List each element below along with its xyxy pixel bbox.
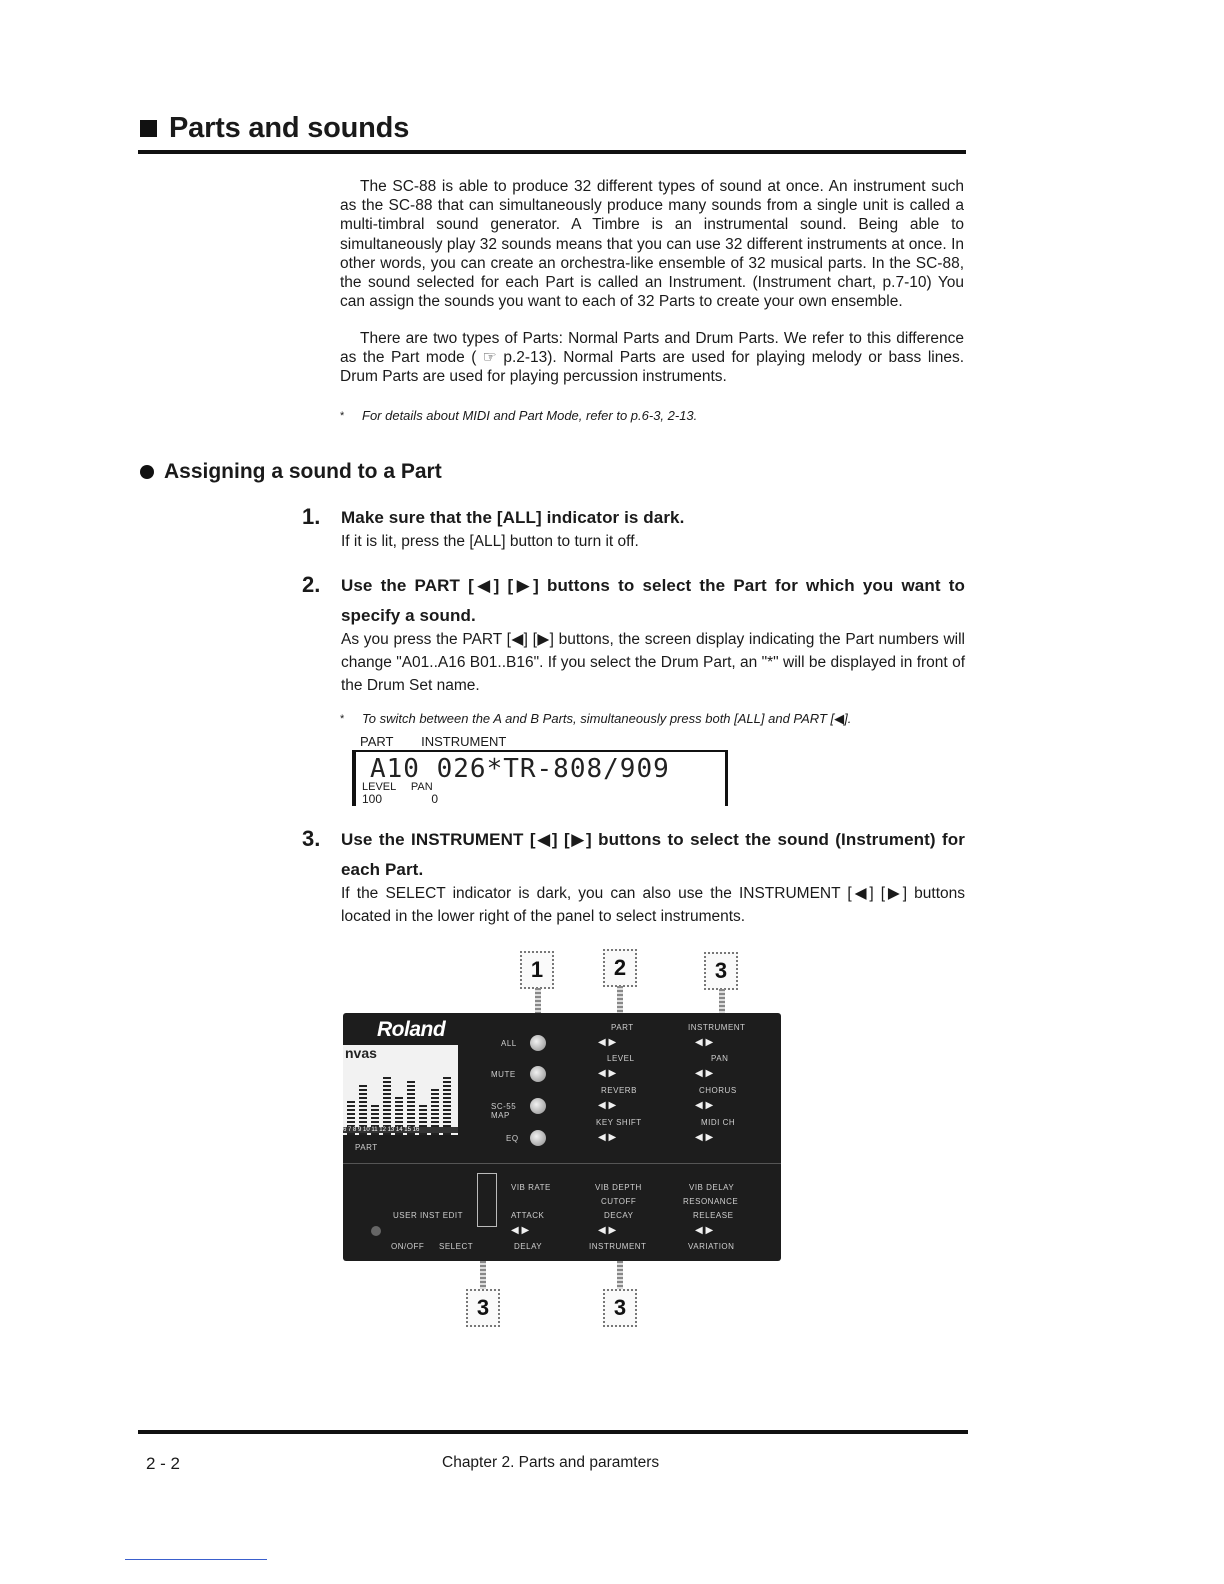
label-release: RELEASE (693, 1211, 734, 1220)
lcd-level-label: LEVEL (362, 781, 396, 793)
page-number: 2 - 2 (146, 1454, 181, 1473)
label-vib-delay: VIB DELAY (689, 1183, 735, 1192)
eq-label: EQ (506, 1134, 519, 1143)
callout-5-stem (617, 1261, 623, 1289)
intro-paragraph-1 (340, 177, 964, 311)
label-part: PART (611, 1023, 634, 1032)
step-2-heading: Use the PART [◀] [▶] buttons to select the Part for which you want to specify a sound. (341, 576, 965, 625)
subsection-title-text: Assigning a sound to a Part (164, 460, 442, 483)
label-reverb: REVERB (601, 1086, 637, 1095)
step-1-body: If it is lit, press the [ALL] button to turn it off. (341, 533, 639, 550)
decay-arrows[interactable]: ◀ ▶ (598, 1225, 617, 1236)
step-2-number: 2. (302, 572, 321, 597)
subsection-title (140, 460, 442, 484)
step-3-number: 3. (302, 826, 321, 851)
intro-note-text: For details about MIDI and Part Mode, refer to p.6-3, 2-13. (362, 408, 698, 423)
label-user-inst-edit: USER INST EDIT (393, 1211, 463, 1220)
mute-label: MUTE (491, 1070, 516, 1079)
lcd-sub-values (362, 793, 438, 805)
step-2-note-text: To switch between the A and B Parts, simultaneously press both [ALL] and PART [◀]. (362, 711, 852, 726)
chorus-arrows[interactable]: ◀ ▶ (695, 1100, 714, 1111)
label-decay: DECAY (604, 1211, 634, 1220)
level-meter (343, 1045, 458, 1135)
label-delay: DELAY (514, 1242, 543, 1251)
lcd-display (352, 750, 728, 806)
all-button[interactable] (530, 1035, 546, 1051)
step-3-body: If the SELECT indicator is dark, you can also use the INSTRUMENT [◀] [▶] buttons located in the lower right of the panel to select instruments. (341, 885, 965, 925)
label-instrument: INSTRUMENT (688, 1023, 746, 1032)
chapter-title: Chapter 2. Parts and paramters (442, 1454, 660, 1471)
label-level: LEVEL (607, 1054, 635, 1063)
footer-divider (138, 1430, 968, 1434)
label-cutoff: CUTOFF (601, 1197, 637, 1206)
label-pan: PAN (711, 1054, 729, 1063)
panel-part-label: PART (355, 1143, 378, 1152)
step-1-heading: Make sure that the [ALL] indicator is dark. (341, 508, 685, 527)
callout-3-bottom-right: 3 (603, 1289, 637, 1327)
asterisk-icon: * (340, 410, 345, 422)
select-indicator-box[interactable] (477, 1173, 497, 1227)
step-2-body: As you press the PART [◀] [▶] buttons, the screen display indicating the Part numbers will change "A01..A16 B01..B16". If you select the Drum Part, an "*" will be displayed in front of the Drum Set name. (341, 631, 965, 694)
release-arrows[interactable]: ◀ ▶ (695, 1225, 714, 1236)
instrument-arrows[interactable]: ◀ ▶ (695, 1037, 714, 1048)
label-chorus: CHORUS (699, 1086, 737, 1095)
mute-button[interactable] (530, 1066, 546, 1082)
intro-paragraph-2-text: There are two types of Parts: Normal Parts and Drum Parts. We refer to this difference as the Part mode ( ☞ p.2-13). Normal Parts are used for playing melody or bass lines. Drum Parts are used for playing percussion instruments. (340, 330, 964, 386)
lcd-main-readout: A10 026*TR-808/909 (370, 754, 670, 784)
square-bullet-icon (140, 120, 157, 137)
label-midi-ch: MIDI CH (701, 1118, 736, 1127)
section-title (140, 112, 409, 145)
level-arrows[interactable]: ◀ ▶ (598, 1068, 617, 1079)
label-key-shift: KEY SHIFT (596, 1118, 642, 1127)
step-3-heading: Use the INSTRUMENT [◀] [▶] buttons to select the sound (Instrument) for each Part. (341, 830, 965, 879)
lcd-level-value: 100 (362, 792, 383, 806)
eq-button[interactable] (530, 1130, 546, 1146)
callout-2: 2 (603, 949, 637, 987)
step-1-number: 1. (302, 504, 321, 529)
brand-logo: Roland (377, 1018, 446, 1041)
sc55-map-label: SC-55 MAP (491, 1102, 517, 1120)
sc88-front-panel (343, 1013, 781, 1261)
callout-4-stem (480, 1261, 486, 1289)
label-select: SELECT (439, 1242, 474, 1251)
key-shift-arrows[interactable]: ◀ ▶ (598, 1132, 617, 1143)
attack-arrows[interactable]: ◀ ▶ (511, 1225, 530, 1236)
sc55-map-button[interactable] (530, 1098, 546, 1114)
lcd-label-instrument: INSTRUMENT (421, 734, 507, 749)
part-arrows[interactable]: ◀ ▶ (598, 1037, 617, 1048)
asterisk-icon: * (340, 713, 345, 725)
lcd-pan-label: PAN (410, 781, 433, 793)
midi-ch-arrows[interactable]: ◀ ▶ (695, 1132, 714, 1143)
label-attack: ATTACK (511, 1211, 545, 1220)
label-vib-depth: VIB DEPTH (595, 1183, 642, 1192)
intro-paragraph-1-text: The SC-88 is able to produce 32 different types of sound at once. An instrument such as the SC-88 that can simultaneously produce many sounds from a single unit is called a multi-timbral sound generator. A Timbre is an instrumental sound. Being able to simultaneously play 32 sounds means that you can use 32 different instruments at once. In other words, you can create an orchestra-like ensemble of 32 musical parts. In the SC-88, the sound selected for each Part is called an Instrument. (Instrument chart, p.7-10) You can assign the sounds you want to each of 32 Parts to create your own ensemble. (340, 178, 964, 311)
label-on-off: ON/OFF (391, 1242, 425, 1251)
callout-1: 1 (520, 951, 554, 989)
step-2-note (340, 710, 964, 728)
intro-note (340, 407, 964, 425)
callout-3-bottom-left: 3 (466, 1289, 500, 1327)
all-label: ALL (501, 1039, 517, 1048)
label-instrument-lower: INSTRUMENT (589, 1242, 647, 1251)
indicator-led-icon (371, 1226, 381, 1236)
section-title-text: Parts and sounds (169, 112, 410, 144)
label-resonance: RESONANCE (683, 1197, 739, 1206)
section-divider (138, 150, 966, 154)
label-vib-rate: VIB RATE (511, 1183, 551, 1192)
circle-bullet-icon (140, 465, 154, 479)
reverb-arrows[interactable]: ◀ ▶ (598, 1100, 617, 1111)
meter-part-numbers: 6 7 8 9 10 11 12 13 14 15 16 (343, 1127, 458, 1133)
intro-paragraph-2 (340, 329, 964, 387)
brand-sub-text: nvas (345, 1045, 377, 1061)
bottom-link-line (125, 1559, 267, 1560)
callout-3-top: 3 (704, 952, 738, 990)
label-variation: VARIATION (688, 1242, 735, 1251)
lcd-labels (360, 734, 530, 749)
pan-arrows[interactable]: ◀ ▶ (695, 1068, 714, 1079)
lcd-label-part: PART (360, 734, 394, 749)
lcd-pan-value: 0 (431, 792, 439, 806)
